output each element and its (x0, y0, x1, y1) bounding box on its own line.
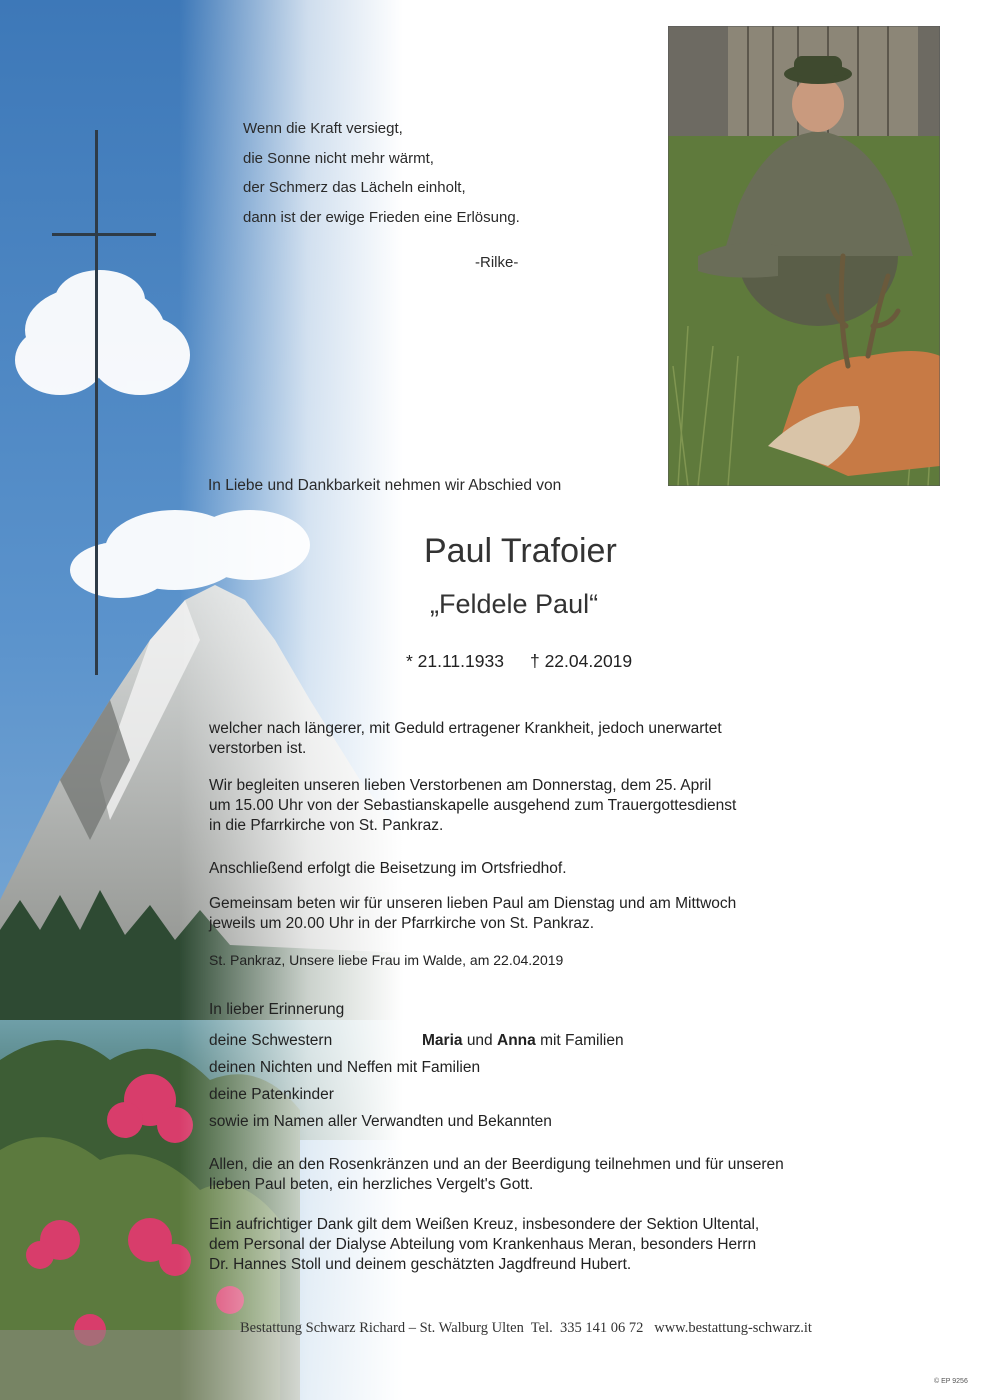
paragraph-burial (209, 859, 889, 879)
bereaved-godchildren: deine Patenkinder (209, 1086, 334, 1103)
bereaved-relatives: sowie im Namen aller Verwandten und Bekannten (209, 1113, 552, 1130)
farewell-intro: In Liebe und Dankbarkeit nehmen wir Abschied von (208, 477, 562, 494)
bereaved-nieces-nephews: deinen Nichten und Neffen mit Familien (209, 1059, 481, 1076)
poem (243, 114, 520, 232)
text-line: lieben Paul beten, ein herzliches Vergelt's Gott. (209, 1176, 534, 1193)
bereaved-sisters-label: deine Schwestern (209, 1032, 333, 1049)
paragraph-funeral (209, 776, 889, 836)
funeral-home-footer: Bestattung Schwarz Richard – St. Walburg Ulten Tel. 335 141 06 72 www.bestattung-schwarz.it (240, 1320, 812, 1336)
text-line: Gemeinsam beten wir für unseren lieben Paul am Dienstag und am Mittwoch (209, 895, 737, 912)
sister-name: Maria (422, 1032, 463, 1049)
document-code: © EP 9256 (934, 1378, 968, 1385)
text-line: verstorben ist. (209, 740, 307, 757)
paragraph-illness (209, 719, 889, 759)
poem-line: Wenn die Kraft versiegt, (243, 120, 403, 137)
poem-author: -Rilke- (475, 254, 519, 271)
deceased-name: Paul Trafoier (424, 532, 617, 570)
text-line: Allen, die an den Rosenkränzen und an der Beerdigung teilnehmen und für unseren (209, 1156, 784, 1173)
poem-line: der Schmerz das Lächeln einholt, (243, 179, 466, 196)
conjunction: und (466, 1032, 493, 1049)
text-line: Wir begleiten unseren lieben Verstorbenen am Donnerstag, dem 25. April (209, 777, 712, 794)
text-line: jeweils um 20.00 Uhr in der Pfarrkirche von St. Pankraz. (209, 915, 595, 932)
text-line: dem Personal der Dialyse Abteilung vom Krankenhaus Meran, besonders Herrn (209, 1236, 757, 1253)
death-date: † 22.04.2019 (529, 651, 633, 671)
thanks-rosary (209, 1155, 909, 1195)
sister-name: Anna (497, 1032, 536, 1049)
cross-horizontal-bar (52, 233, 156, 236)
poem-line: dann ist der ewige Frieden eine Erlösung. (243, 208, 520, 226)
thanks-care (209, 1215, 909, 1275)
bereaved-sisters-names (422, 1032, 624, 1050)
text-line: welcher nach längerer, mit Geduld ertragener Krankheit, jedoch unerwartet (209, 720, 722, 737)
place-and-date: St. Pankraz, Unsere liebe Frau im Walde, am 22.04.2019 (209, 952, 564, 968)
birth-date: * 21.11.1933 (406, 651, 504, 671)
family-suffix: mit Familien (540, 1032, 624, 1049)
paragraph-prayer (209, 894, 889, 934)
portrait-photo (668, 26, 940, 486)
bereaved-heading: In lieber Erinnerung (209, 1001, 345, 1018)
life-dates (406, 651, 632, 672)
deceased-nickname: „Feldele Paul“ (430, 589, 599, 619)
poem-line: die Sonne nicht mehr wärmt, (243, 149, 434, 167)
text-line: Dr. Hannes Stoll und deinem geschätzten Jagdfreund Hubert. (209, 1256, 632, 1273)
text-line: Ein aufrichtiger Dank gilt dem Weißen Kreuz, insbesondere der Sektion Ultental, (209, 1216, 760, 1233)
text-line: in die Pfarrkirche von St. Pankraz. (209, 817, 444, 834)
cross-vertical-bar (95, 130, 98, 675)
text-line: Anschließend erfolgt die Beisetzung im Ortsfriedhof. (209, 860, 567, 877)
text-line: um 15.00 Uhr von der Sebastianskapelle ausgehend zum Trauergottesdienst (209, 797, 737, 814)
